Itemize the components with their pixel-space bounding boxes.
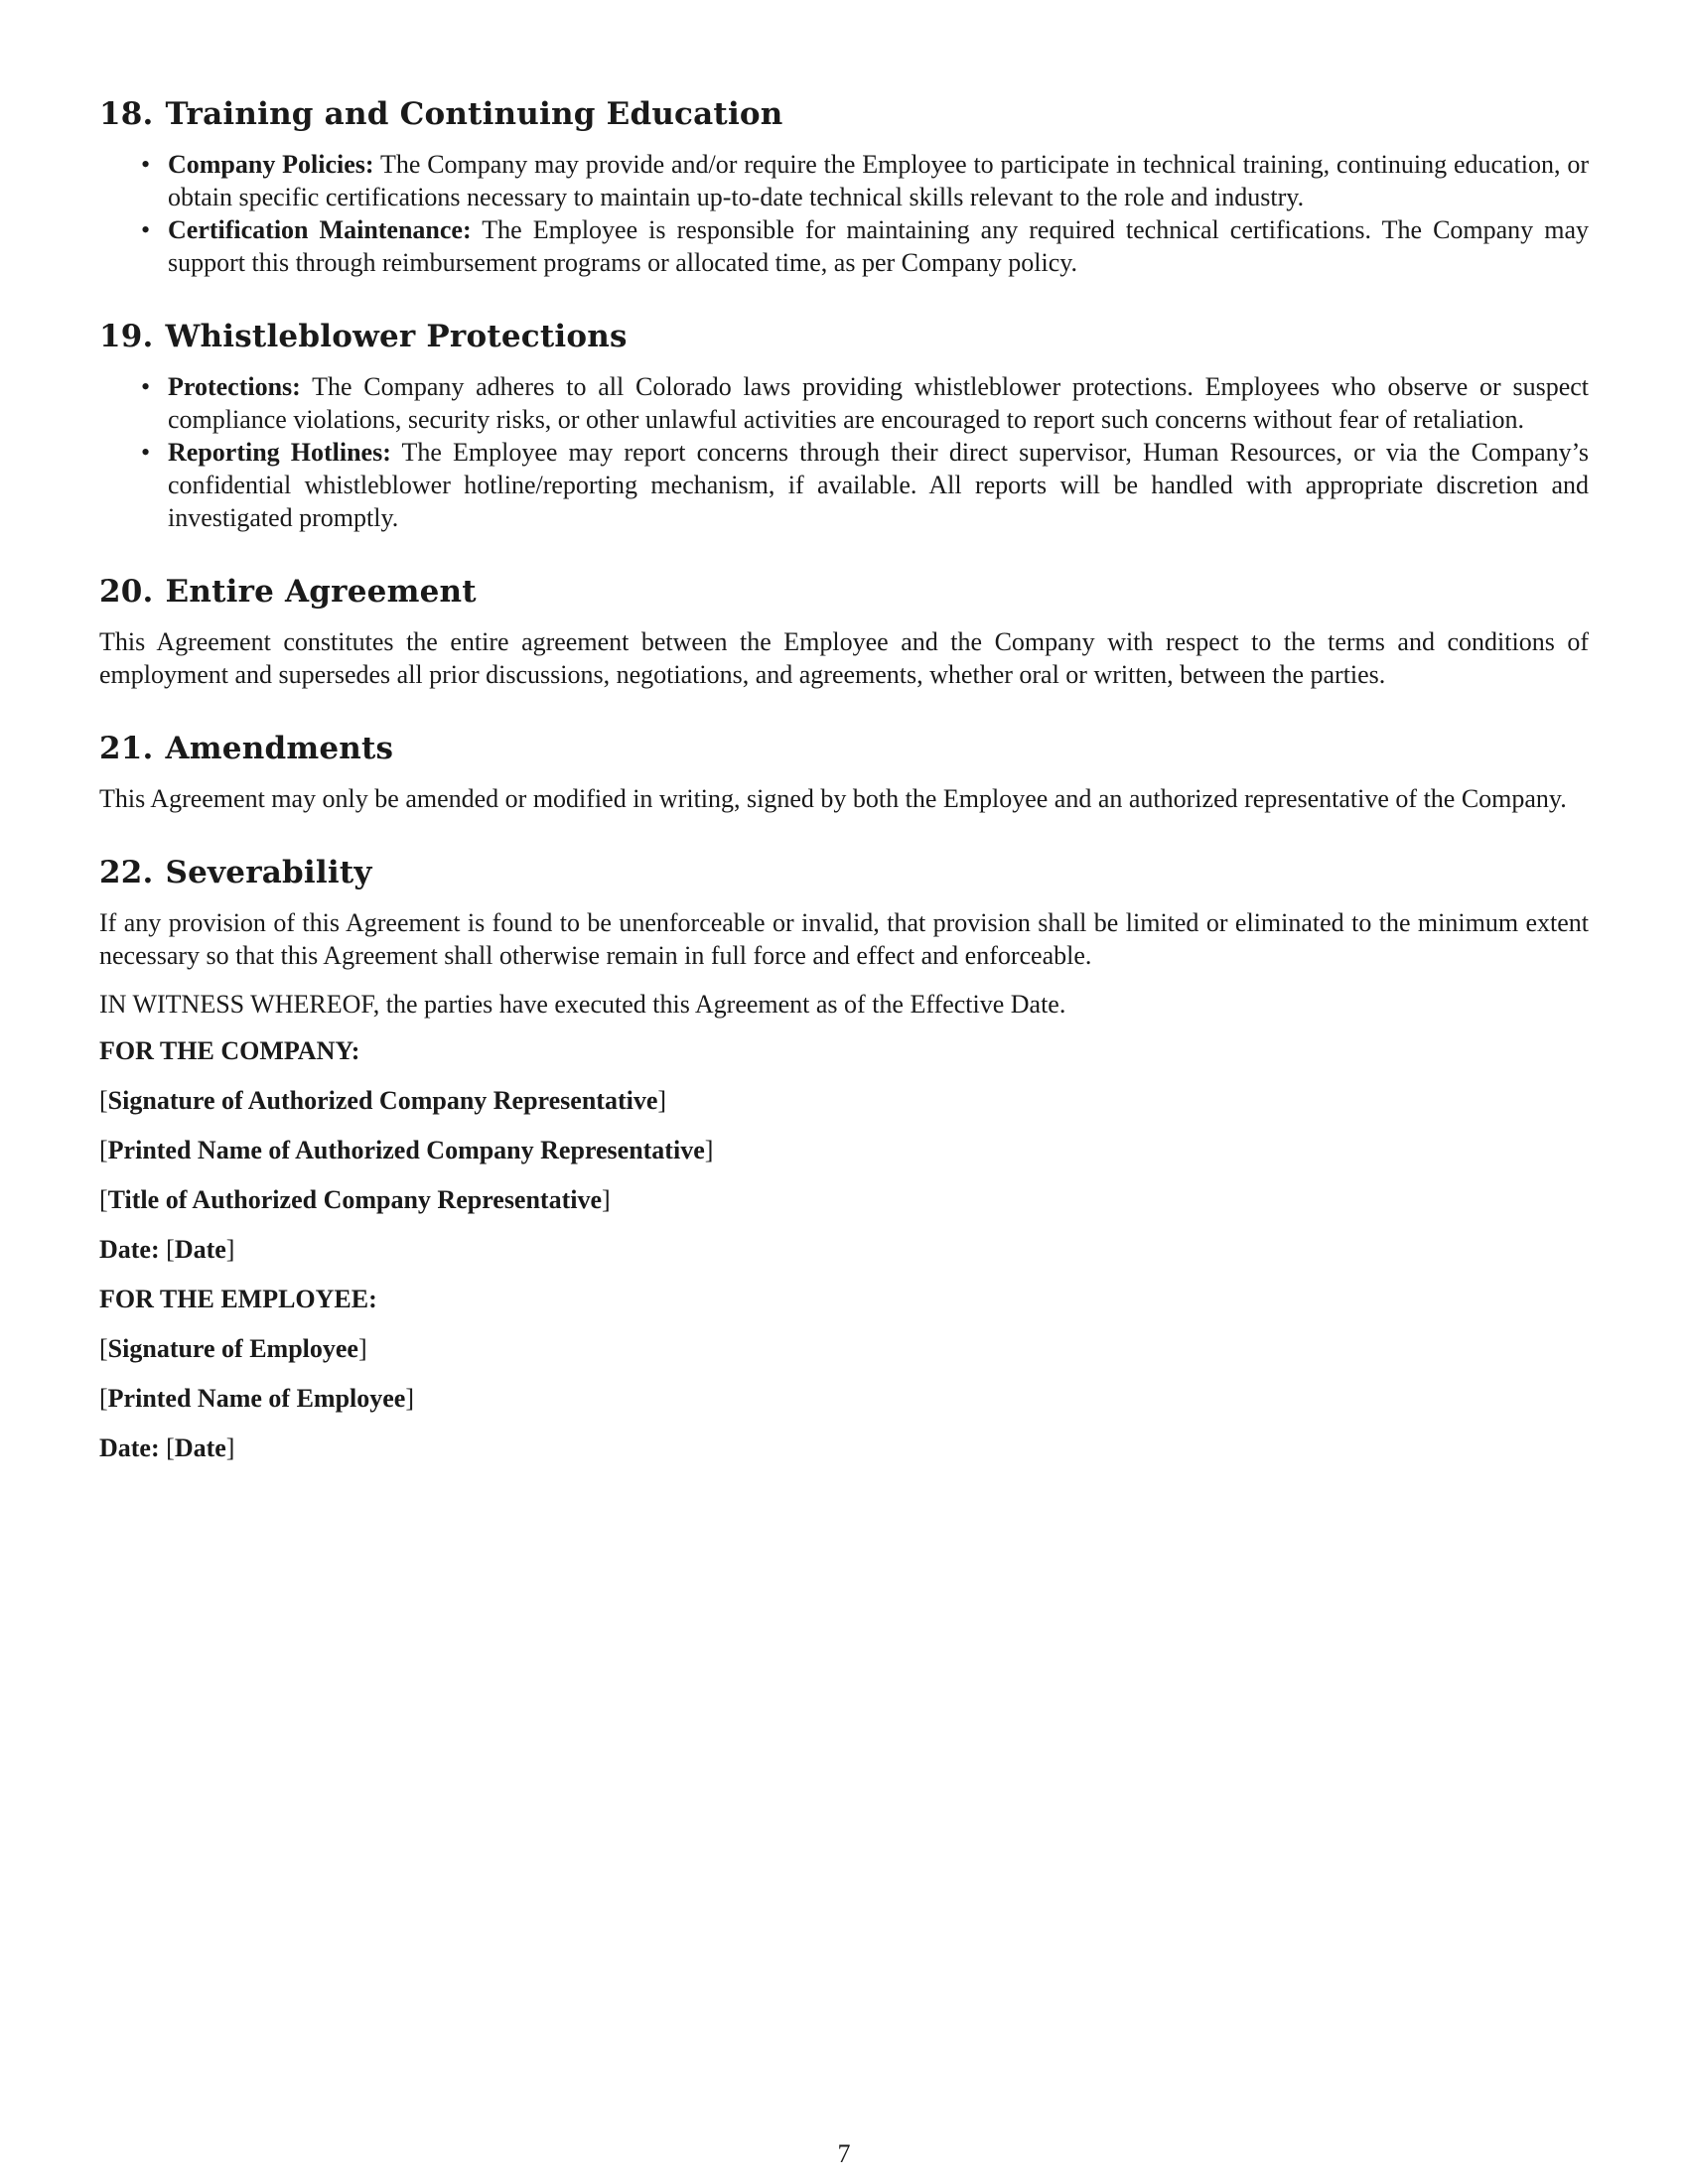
witness-statement: IN WITNESS WHEREOF, the parties have executed this Agreement as of the Effective Date.: [99, 990, 1066, 1019]
company-signature-placeholder: Signature of Authorized Company Representative: [107, 1086, 658, 1115]
bullet-icon: •: [141, 372, 151, 401]
section-body: This Agreement constitutes the entire agreement between the Employee and the Company with respect to the terms and conditions of employment and supersedes all prior discussions, negotiations, and agreements, whether oral or written, between the parties.: [99, 627, 1589, 689]
company-date-line: Date: [Date]: [99, 1235, 235, 1264]
section-19: [99, 317, 1589, 534]
section-number: 20.: [99, 574, 154, 610]
company-title-line: [Title of Authorized Company Representative]: [99, 1185, 611, 1214]
section-body: This Agreement may only be amended or modified in writing, signed by both the Employee and an authorized representative of the Company.: [99, 784, 1567, 813]
list-item: [99, 436, 1589, 534]
date-placeholder: Date: [174, 1235, 226, 1264]
section-heading: [99, 729, 1589, 768]
section-title: Whistleblower Protections: [165, 319, 628, 354]
date-label: Date:: [99, 1235, 160, 1264]
section-heading: [99, 317, 1589, 356]
section-title: Severability: [165, 855, 372, 890]
date-placeholder: Date: [174, 1433, 226, 1462]
section-title: Training and Continuing Education: [165, 96, 783, 132]
section-heading: [99, 94, 1589, 134]
employee-printed-name-line: [Printed Name of Employee]: [99, 1384, 415, 1413]
section-number: 19.: [99, 319, 154, 354]
page-number: 7: [837, 2139, 851, 2168]
section-number: 22.: [99, 855, 154, 890]
section-title: Entire Agreement: [165, 574, 477, 610]
section-20: [99, 572, 1589, 691]
section-22: [99, 853, 1589, 972]
section-heading: [99, 853, 1589, 892]
employee-date-line: Date: [Date]: [99, 1433, 235, 1462]
section-title: Amendments: [165, 731, 394, 766]
item-text: The Employee is responsible for maintaining any required technical certifications. The Company may support this through reimbursement programs or allocated time, as per Company policy.: [168, 215, 1589, 277]
employee-signature-line: [Signature of Employee]: [99, 1334, 367, 1363]
bullet-list: [99, 148, 1589, 279]
item-label: Certification Maintenance:: [168, 215, 472, 244]
signature-block: [99, 1034, 1589, 1464]
section-body: If any provision of this Agreement is found to be unenforceable or invalid, that provision shall be limited or eliminated to the minimum extent necessary so that this Agreement shall otherwise remain in full force and effect and enforceable.: [99, 908, 1589, 970]
section-number: 18.: [99, 96, 154, 132]
date-label: Date:: [99, 1433, 160, 1462]
company-name-placeholder: Printed Name of Authorized Company Representative: [107, 1136, 705, 1164]
item-text: The Employee may report concerns through their direct supervisor, Human Resources, or via the Company’s confidential whistleblower hotline/reporting mechanism, if available. All reports will be handled with appropriate discretion and investigated promptly.: [168, 438, 1590, 532]
section-21: [99, 729, 1589, 815]
bullet-list: [99, 370, 1589, 534]
list-item: [99, 213, 1589, 279]
item-text: The Company may provide and/or require the Employee to participate in technical training, continuing education, or obtain specific certifications necessary to maintain up-to-date technical skills relevant to the role and industry.: [168, 150, 1590, 211]
item-label: Reporting Hotlines:: [168, 438, 391, 467]
section-heading: [99, 572, 1589, 612]
bullet-icon: •: [141, 438, 151, 467]
section-number: 21.: [99, 731, 154, 766]
employee-signature-placeholder: Signature of Employee: [107, 1334, 358, 1363]
list-item: [99, 148, 1589, 213]
company-signature-line: [Signature of Authorized Company Representative]: [99, 1086, 667, 1115]
company-heading: FOR THE COMPANY:: [99, 1036, 360, 1065]
company-printed-name-line: [Printed Name of Authorized Company Representative]: [99, 1136, 714, 1164]
bullet-icon: •: [141, 150, 151, 179]
section-18: [99, 94, 1589, 279]
item-label: Company Policies:: [168, 150, 374, 179]
employee-heading: FOR THE EMPLOYEE:: [99, 1285, 377, 1313]
bullet-icon: •: [141, 215, 151, 244]
item-label: Protections:: [168, 372, 301, 401]
list-item: [99, 370, 1589, 436]
company-title-placeholder: Title of Authorized Company Representative: [107, 1185, 603, 1214]
item-text: The Company adheres to all Colorado laws providing whistleblower protections. Employees who observe or suspect compliance violations, security risks, or other unlawful activities are encouraged to report such concerns without fear of retaliation.: [168, 372, 1590, 434]
document-page: [99, 94, 1589, 1481]
employee-name-placeholder: Printed Name of Employee: [107, 1384, 406, 1413]
